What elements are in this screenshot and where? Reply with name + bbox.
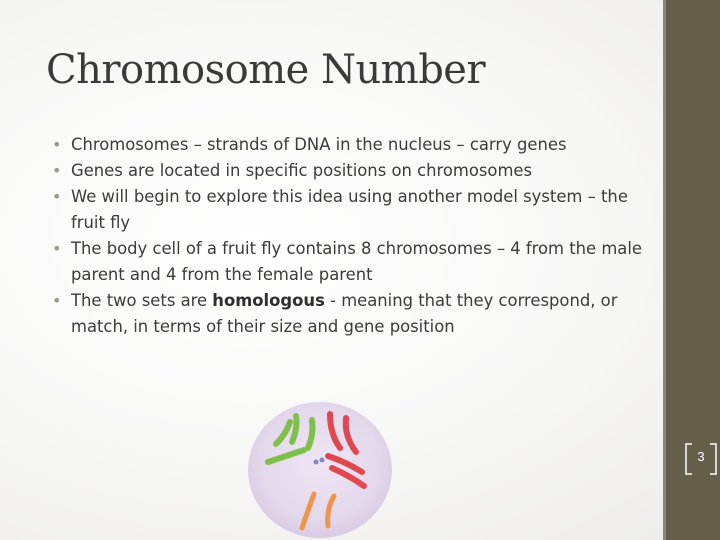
bullet-item: [52, 158, 642, 184]
bullet-item: [52, 236, 642, 288]
bullet-item: [52, 184, 642, 236]
bullet-icon: •: [52, 187, 62, 206]
slide-title: Chromosome Number: [46, 47, 486, 93]
bullet-icon: •: [52, 135, 62, 154]
bullet-text-after: - meaning that they correspond, or match, in terms of their size and gene position: [71, 291, 618, 336]
bullet-item: [52, 132, 642, 158]
chromosome-figure: [246, 400, 396, 540]
dot-chromosome: [320, 458, 325, 463]
bullet-list: [52, 132, 642, 340]
page-number: 3: [697, 449, 705, 464]
bullet-text: Genes are located in specific positions on chromosomes: [71, 161, 533, 180]
bullet-bold-term: homologous: [212, 291, 325, 310]
bullet-icon: •: [52, 161, 62, 180]
bullet-text: Chromosomes – strands of DNA in the nucleus – carry genes: [71, 135, 567, 154]
bullet-item: [52, 288, 642, 340]
bullet-icon: •: [52, 291, 62, 310]
bullet-icon: •: [52, 239, 62, 258]
nucleus-shape: [248, 402, 392, 538]
bullet-text: The body cell of a fruit fly contains 8 chromosomes – 4 from the male parent and 4 from the female parent: [71, 239, 642, 284]
bullet-text: We will begin to explore this idea using another model system – the fruit fly: [71, 187, 628, 232]
bullet-text-before: The two sets are: [71, 291, 213, 310]
dot-chromosome: [314, 460, 319, 465]
